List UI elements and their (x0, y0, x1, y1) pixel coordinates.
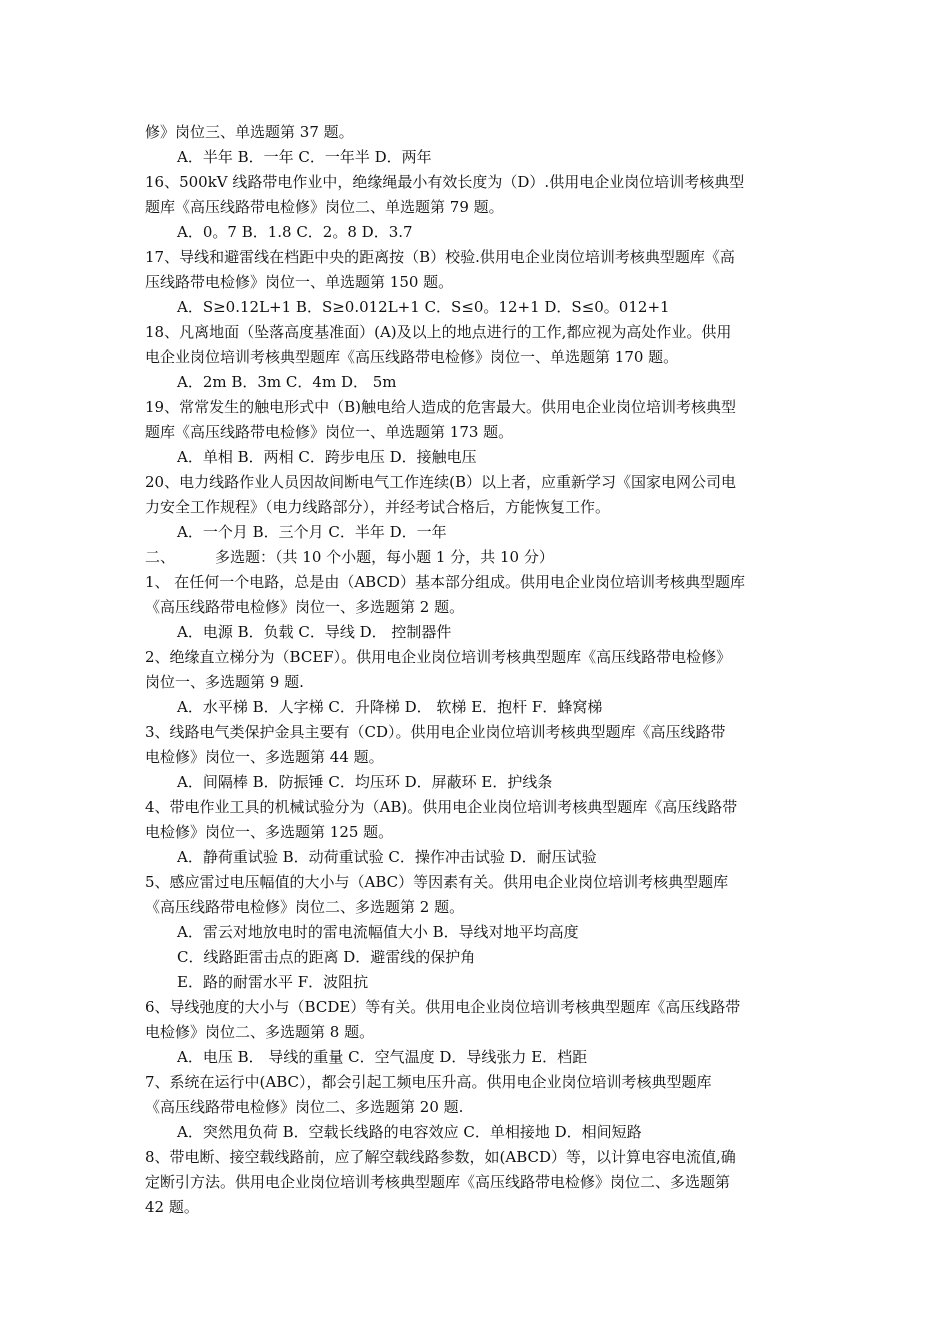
answer-options-line: A．间隔棒 B．防振锤 C．均压环 D．屏蔽环 E．护线条 (177, 773, 553, 791)
answer-options-line: A．突然甩负荷 B．空载长线路的电容效应 C．单相接地 D．相间短路 (177, 1123, 642, 1141)
answer-options-line: A．电源 B．负载 C．导线 D． 控制器件 (177, 623, 452, 641)
question-text-line: 岗位一、多选题第 9 题. (145, 673, 304, 691)
question-text-line: 2、绝缘直立梯分为（BCEF）。供用电企业岗位培训考核典型题库《高压线路带电检修》 (145, 648, 732, 666)
question-text-line: 电检修》岗位二、多选题第 8 题。 (145, 1023, 375, 1041)
answer-options-line: A．雷云对地放电时的雷电流幅值大小 B．导线对地平均高度 (177, 923, 579, 941)
answer-options-line: C．线路距雷击点的距离 D．避雷线的保护角 (177, 948, 476, 966)
section-title: 多选题：（共 10 个小题，每小题 1 分，共 10 分） (215, 548, 554, 566)
question-text-line: 17、导线和避雷线在档距中央的距离按（B）校验.供用电企业岗位培训考核典型题库《高 (145, 248, 735, 266)
question-text-line: 力安全工作规程》（电力线路部分），并经考试合格后，方能恢复工作。 (145, 498, 611, 516)
answer-options-line: A．半年 B．一年 C．一年半 D．两年 (177, 148, 432, 166)
question-text-line: 题库《高压线路带电检修》岗位二、单选题第 79 题。 (145, 198, 504, 216)
question-text-line: 42 题。 (145, 1198, 199, 1216)
question-text-line: 《高压线路带电检修》岗位一、多选题第 2 题。 (145, 598, 465, 616)
section-heading (145, 545, 810, 570)
question-text-line: 电企业岗位培训考核典型题库《高压线路带电检修》岗位一、单选题第 170 题。 (145, 348, 679, 366)
question-text-line: 6、导线弛度的大小与（BCDE）等有关。供用电企业岗位培训考核典型题库《高压线路带 (145, 998, 741, 1016)
answer-options-line: A．静荷重试验 B．动荷重试验 C．操作冲击试验 D．耐压试验 (177, 848, 597, 866)
answer-options-line: E．路的耐雷水平 F．波阻抗 (177, 973, 369, 991)
answer-options-line: A．电压 B． 导线的重量 C．空气温度 D．导线张力 E．档距 (177, 1048, 588, 1066)
question-text-line: 《高压线路带电检修》岗位二、多选题第 2 题。 (145, 898, 465, 916)
answer-options-line: A．单相 B．两相 C．跨步电压 D．接触电压 (177, 448, 477, 466)
question-text-line: 4、带电作业工具的机械试验分为（AB)。供用电企业岗位培训考核典型题库《高压线路带 (145, 798, 738, 816)
question-text-line: 7、系统在运行中(ABC），都会引起工频电压升高。供用电企业岗位培训考核典型题库 (145, 1073, 712, 1091)
question-text-line: 压线路带电检修》岗位一、单选题第 150 题。 (145, 273, 454, 291)
question-text-line: 1、 在任何一个电路，总是由（ABCD）基本部分组成。供用电企业岗位培训考核典型题库 (145, 573, 745, 591)
question-text-line: 5、感应雷过电压幅值的大小与（ABC）等因素有关。供用电企业岗位培训考核典型题库 (145, 873, 729, 891)
question-text-line: 电检修》岗位一、多选题第 44 题。 (145, 748, 384, 766)
question-text-line: 定断引方法。供用电企业岗位培训考核典型题库《高压线路带电检修》岗位二、多选题第 (145, 1173, 731, 1191)
question-text-line: 修》岗位三、单选题第 37 题。 (145, 123, 354, 141)
document-body (145, 120, 810, 1220)
question-text-line: 19、常常发生的触电形式中（B)触电给人造成的危害最大。供用电企业岗位培训考核典型 (145, 398, 736, 416)
answer-options-line: A．S≥0.12L+1 B．S≥0.012L+1 C．S≤0。12+1 D．S≤0。012+1 (177, 298, 670, 316)
question-text-line: 《高压线路带电检修》岗位二、多选题第 20 题. (145, 1098, 464, 1116)
question-text-line: 题库《高压线路带电检修》岗位一、单选题第 173 题。 (145, 423, 514, 441)
answer-options-line: A．一个月 B．三个月 C．半年 D．一年 (177, 523, 447, 541)
question-text-line: 16、500kV 线路带电作业中，绝缘绳最小有效长度为（D）.供用电企业岗位培训考核典型 (145, 173, 745, 191)
section-number: 二、 (145, 548, 176, 566)
answer-options-line: A．0。7 B．1.8 C．2。8 D．3.7 (177, 223, 413, 241)
answer-options-line: A．水平梯 B．人字梯 C．升降梯 D． 软梯 E．抱杆 F．蜂窝梯 (177, 698, 603, 716)
question-text-line: 18、凡离地面（坠落高度基准面）(A)及以上的地点进行的工作,都应视为高处作业。供用 (145, 323, 732, 341)
question-text-line: 8、带电断、接空载线路前，应了解空载线路参数，如(ABCD）等，以计算电容电流值,确 (145, 1148, 736, 1166)
question-text-line: 20、电力线路作业人员因故间断电气工作连续(B）以上者，应重新学习《国家电网公司电 (145, 473, 736, 491)
question-text-line: 电检修》岗位一、多选题第 125 题。 (145, 823, 394, 841)
answer-options-line: A．2m B．3m C．4m D． 5m (177, 373, 397, 391)
question-text-line: 3、线路电气类保护金具主要有（CD）。供用电企业岗位培训考核典型题库《高压线路带 (145, 723, 726, 741)
